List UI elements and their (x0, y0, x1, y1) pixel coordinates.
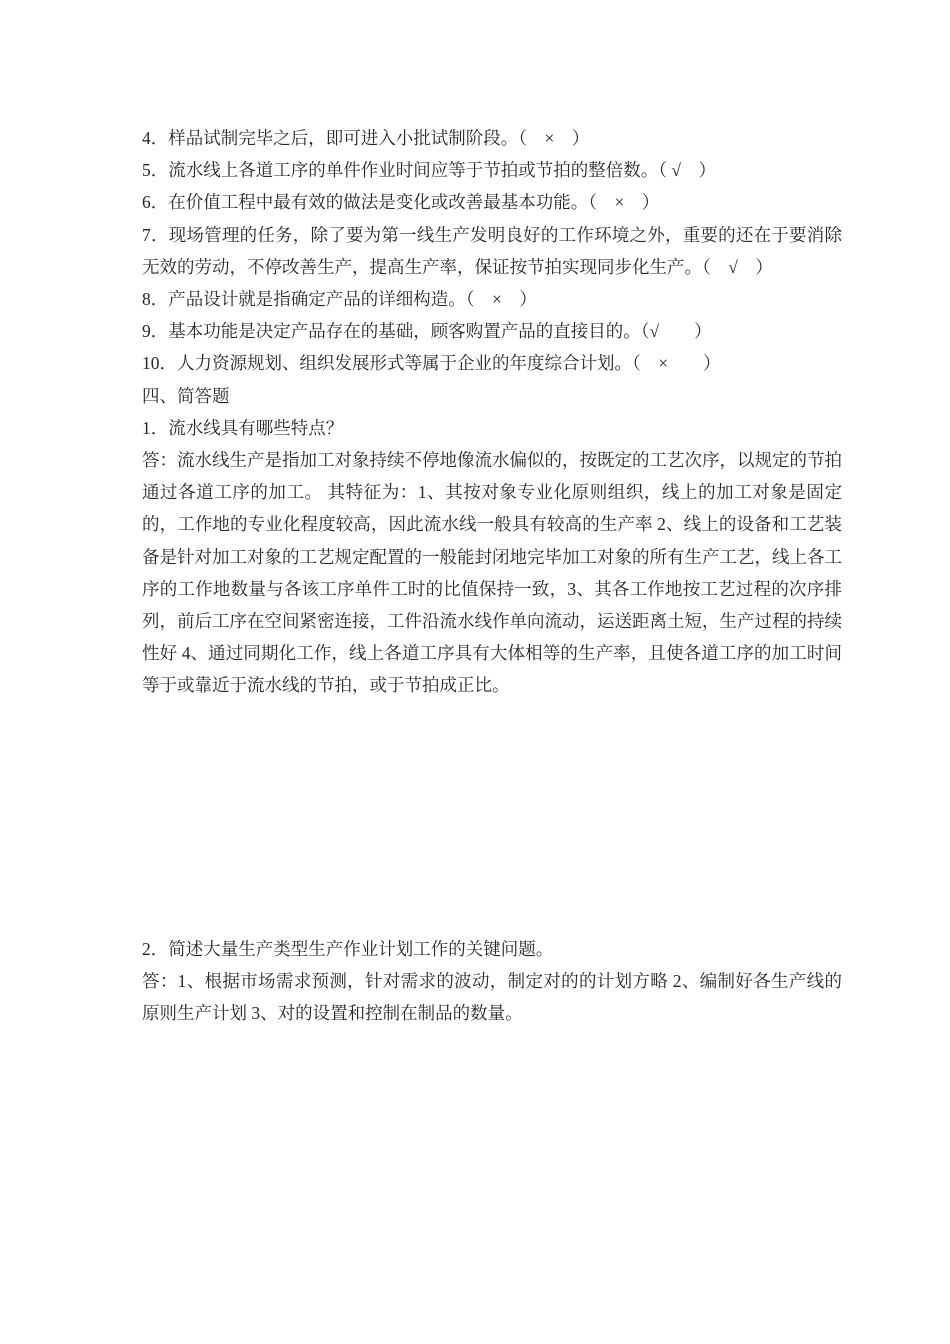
tf-item-8: 8．产品设计就是指确定产品的详细构造。（ × ） (142, 289, 537, 310)
tf-item-4: 4．样品试制完毕之后，即可进入小批试制阶段。（ × ） (142, 128, 590, 148)
tf-item-7: 7．现场管理的任务，除了要为第一线生产发明良好的工作环境之外，重要的还在于要消除无效的劳动，不停改善生产，提高生产率，保证按节拍实现同步化生产。（ √ ） (142, 224, 842, 277)
question-2: 2．简述大量生产类型生产作业计划工作的关键问题。 (142, 938, 554, 959)
tf-item-9: 9．基本功能是决定产品存在的基础，顾客购置产品的直接目的。（√ ） (142, 321, 712, 342)
blank-gap (142, 702, 842, 933)
answer-2: 答：1、根据市场需求预测，针对需求的波动，制定对的的计划方略 2、编制好各生产线的原则生产计划 3、对的设置和控制在制品的数量。 (142, 970, 842, 1024)
answer-1: 答：流水线生产是指加工对象持续不停地像流水偏似的，按既定的工艺次序，以规定的节拍通过各道工序的加工。 其特征为：1、其按对象专业化原则组织，线上的加工对象是固定的，工作地的专业化程度较高，因此流水线一般具有较高的生产率 2、线上的设备和工艺装备是针对加工对象的工艺规定配置的一般能封闭地完毕加工对象的所有生产工艺，线上各工序的工作地数量与各该工序单件工时的比值保持一致，3、其各工作地按工艺过程的次序排列，前后工序在空间紧密连接，工件沿流水线作单向流动，运送距离土短，生产过程的持续性好 4、通过同期化工作，线上各道工序具有大体相等的生产率，且使各道工序的加工时间等于或靠近于流水线的节拍，或于节拍成正比。 (142, 450, 842, 696)
question-1: 1．流水线具有哪些特点？ (142, 417, 344, 438)
tf-item-10: 10．人力资源规划、组织发展形式等属于企业的年度综合计划。（ × ） (142, 353, 721, 374)
document-body (142, 122, 842, 1029)
tf-item-6: 6．在价值工程中最有效的做法是变化或改善最基本功能。（ × ） (142, 192, 660, 213)
tf-item-5: 5．流水线上各道工序的单件作业时间应等于节拍或节拍的整倍数。（ √ ） (142, 160, 716, 181)
section-heading-short-answer: 四、简答题 (142, 385, 230, 406)
